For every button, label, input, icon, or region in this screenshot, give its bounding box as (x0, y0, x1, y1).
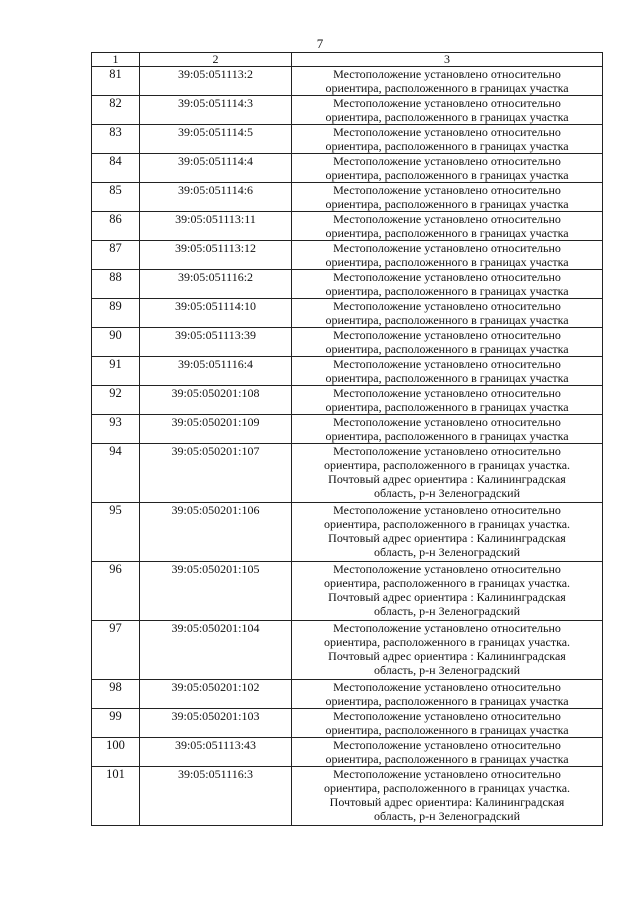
location-description (292, 212, 603, 241)
row-number: 88 (92, 270, 140, 299)
table-row (92, 562, 603, 621)
description-line: Местоположение установлено относительно (333, 183, 561, 197)
column-header-location: 3 (292, 53, 603, 67)
description-line: ориентира, расположенного в границах участка (325, 168, 569, 182)
description-line: ориентира, расположенного в границах участка (325, 255, 569, 269)
location-description (292, 415, 603, 444)
cadastral-number: 39:05:050201:105 (140, 562, 292, 621)
location-description (292, 767, 603, 826)
row-number: 83 (92, 125, 140, 154)
description-line: Местоположение установлено относительно (333, 67, 561, 81)
location-description (292, 270, 603, 299)
row-number: 90 (92, 328, 140, 357)
location-description (292, 386, 603, 415)
description-line: Местоположение установлено относительно (333, 503, 561, 517)
table-row (92, 328, 603, 357)
description-line: область, р-н Зеленоградский (373, 486, 520, 500)
table-row (92, 241, 603, 270)
table-row (92, 183, 603, 212)
description-line: ориентира, расположенного в границах участка (325, 400, 569, 414)
description-line: ориентира, расположенного в границах участка (325, 752, 569, 766)
row-number: 82 (92, 96, 140, 125)
cadastral-number: 39:05:050201:104 (140, 621, 292, 680)
row-number: 92 (92, 386, 140, 415)
description-line: область, р-н Зеленоградский (373, 545, 520, 559)
location-description (292, 444, 603, 503)
description-line: ориентира, расположенного в границах участка (325, 723, 569, 737)
location-description (292, 357, 603, 386)
table-row (92, 125, 603, 154)
table-row (92, 386, 603, 415)
description-line: ориентира, расположенного в границах участка (325, 139, 569, 153)
cadastral-number: 39:05:051113:12 (140, 241, 292, 270)
description-line: ориентира, расположенного в границах участка (325, 197, 569, 211)
row-number: 89 (92, 299, 140, 328)
row-number: 81 (92, 67, 140, 96)
cadastral-number: 39:05:051114:3 (140, 96, 292, 125)
parcel-table (91, 52, 603, 826)
description-line: Местоположение установлено относительно (333, 212, 561, 226)
cadastral-number: 39:05:050201:106 (140, 503, 292, 562)
description-line: Местоположение установлено относительно (333, 299, 561, 313)
row-number: 98 (92, 680, 140, 709)
table-row (92, 738, 603, 767)
description-line: ориентира, расположенного в границах участка. (323, 781, 571, 795)
description-line: ориентира, расположенного в границах участка (325, 110, 569, 124)
cadastral-number: 39:05:051113:11 (140, 212, 292, 241)
cadastral-number: 39:05:050201:103 (140, 709, 292, 738)
table-row (92, 270, 603, 299)
row-number: 97 (92, 621, 140, 680)
row-number: 87 (92, 241, 140, 270)
location-description (292, 154, 603, 183)
cadastral-number: 39:05:051113:2 (140, 67, 292, 96)
description-line: Почтовый адрес ориентира: Калининградская (329, 795, 565, 809)
cadastral-number: 39:05:051114:10 (140, 299, 292, 328)
row-number: 101 (92, 767, 140, 826)
description-line: Местоположение установлено относительно (333, 444, 561, 458)
description-line: ориентира, расположенного в границах участка (325, 371, 569, 385)
cadastral-number: 39:05:050201:108 (140, 386, 292, 415)
cadastral-number: 39:05:051114:6 (140, 183, 292, 212)
location-description (292, 125, 603, 154)
description-line: ориентира, расположенного в границах участка. (323, 576, 571, 590)
location-description (292, 738, 603, 767)
description-line: Местоположение установлено относительно (333, 328, 561, 342)
description-line: область, р-н Зеленоградский (373, 809, 520, 823)
cadastral-number: 39:05:050201:107 (140, 444, 292, 503)
cadastral-number: 39:05:051113:39 (140, 328, 292, 357)
description-line: ориентира, расположенного в границах участка. (323, 517, 571, 531)
description-line: ориентира, расположенного в границах участка (325, 226, 569, 240)
description-line: Местоположение установлено относительно (333, 154, 561, 168)
description-line: область, р-н Зеленоградский (373, 604, 520, 618)
location-description (292, 709, 603, 738)
table-row (92, 96, 603, 125)
description-line: Местоположение установлено относительно (333, 270, 561, 284)
table-row (92, 357, 603, 386)
location-description (292, 241, 603, 270)
description-line: Местоположение установлено относительно (333, 767, 561, 781)
table-row (92, 767, 603, 826)
location-description (292, 96, 603, 125)
table-row (92, 503, 603, 562)
table-row (92, 415, 603, 444)
description-line: ориентира, расположенного в границах участка (325, 342, 569, 356)
description-line: Местоположение установлено относительно (333, 738, 561, 752)
cadastral-number: 39:05:050201:109 (140, 415, 292, 444)
location-description (292, 562, 603, 621)
description-line: Местоположение установлено относительно (333, 96, 561, 110)
table-body (92, 67, 603, 826)
description-line: Местоположение установлено относительно (333, 709, 561, 723)
table-row (92, 621, 603, 680)
row-number: 85 (92, 183, 140, 212)
description-line: ориентира, расположенного в границах участка (325, 429, 569, 443)
row-number: 96 (92, 562, 140, 621)
description-line: ориентира, расположенного в границах участка. (323, 458, 571, 472)
table-row (92, 212, 603, 241)
location-description (292, 503, 603, 562)
table-row (92, 154, 603, 183)
location-description (292, 328, 603, 357)
row-number: 93 (92, 415, 140, 444)
description-line: Местоположение установлено относительно (333, 621, 561, 635)
description-line: ориентира, расположенного в границах участка (325, 81, 569, 95)
cadastral-number: 39:05:051116:2 (140, 270, 292, 299)
row-number: 100 (92, 738, 140, 767)
cadastral-number: 39:05:051116:4 (140, 357, 292, 386)
description-line: Местоположение установлено относительно (333, 125, 561, 139)
row-number: 86 (92, 212, 140, 241)
description-line: область, р-н Зеленоградский (373, 663, 520, 677)
description-line: Местоположение установлено относительно (333, 241, 561, 255)
table-row (92, 680, 603, 709)
cadastral-number: 39:05:051114:5 (140, 125, 292, 154)
description-line: ориентира, расположенного в границах участка (325, 313, 569, 327)
column-header-number: 1 (92, 53, 140, 67)
column-header-cadastral: 2 (140, 53, 292, 67)
page-number: 7 (316, 36, 324, 51)
description-line: Почтовый адрес ориентира : Калининградская (328, 472, 566, 486)
table-row (92, 299, 603, 328)
table-header-row (92, 53, 603, 67)
table-row (92, 709, 603, 738)
cadastral-number: 39:05:051113:43 (140, 738, 292, 767)
location-description (292, 621, 603, 680)
description-line: ориентира, расположенного в границах участка (325, 694, 569, 708)
location-description (292, 299, 603, 328)
cadastral-number: 39:05:051114:4 (140, 154, 292, 183)
row-number: 95 (92, 503, 140, 562)
row-number: 94 (92, 444, 140, 503)
cadastral-number: 39:05:051116:3 (140, 767, 292, 826)
row-number: 99 (92, 709, 140, 738)
description-line: Почтовый адрес ориентира : Калининградская (328, 649, 566, 663)
location-description (292, 680, 603, 709)
description-line: Местоположение установлено относительно (333, 680, 561, 694)
description-line: Местоположение установлено относительно (333, 357, 561, 371)
location-description (292, 67, 603, 96)
row-number: 91 (92, 357, 140, 386)
location-description (292, 183, 603, 212)
description-line: ориентира, расположенного в границах участка. (323, 635, 571, 649)
description-line: Почтовый адрес ориентира : Калининградская (328, 590, 566, 604)
cadastral-number: 39:05:050201:102 (140, 680, 292, 709)
table-row (92, 444, 603, 503)
description-line: Местоположение установлено относительно (333, 415, 561, 429)
description-line: Местоположение установлено относительно (333, 562, 561, 576)
description-line: Местоположение установлено относительно (333, 386, 561, 400)
table-row (92, 67, 603, 96)
description-line: Почтовый адрес ориентира : Калининградская (328, 531, 566, 545)
row-number: 84 (92, 154, 140, 183)
description-line: ориентира, расположенного в границах участка (325, 284, 569, 298)
